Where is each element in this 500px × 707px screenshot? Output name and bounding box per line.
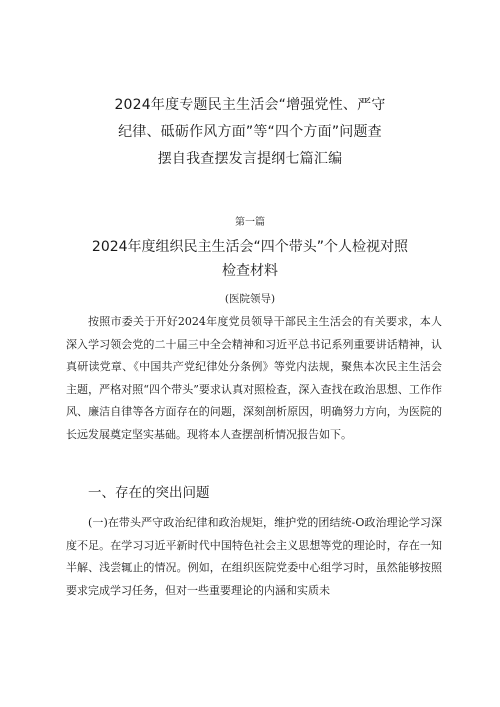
chapter-title-line-1: 2024年度组织民主生活会“四个带头”个人检视对照 [91,239,409,255]
body-paragraph: (一)在带头严守政治纪律和政治规矩，维护党的团结统-O政治理论学习深度不足。在学习习近平新时代中国特色社会主义思想等党的理论时，存在一知半解、浅尝辄止的情况。例如，在组织医院党委中心组学习时，虽然能够按照要求完成学习任务，但对一些重要理论的内涵和实质未 [66,516,442,597]
main-title-line-3: 摆自我查摆发言提纲七篇汇编 [157,151,343,167]
main-title-line-1: 2024年度专题民主生活会“增强党性、严守 [114,97,386,113]
main-title-line-2: 纪律、砥砺作风方面”等“四个方面”问题查 [118,124,382,140]
chapter-title [40,235,460,283]
section-heading: 一、存在的突出问题 [88,485,210,501]
author-role: (医院领导) [224,293,276,305]
chapter-label: 第一篇 [235,217,265,228]
chapter-title-line-2: 检查材料 [222,263,278,279]
document-main-title [40,92,460,173]
intro-paragraph: 按照市委关于开好2024年度党员领导干部民主生活会的有关要求，本人深入学习领会党的二十届三中全会精神和习近平总书记系列重要讲话精神，认真研读党章、《中国共产党纪律处分条例》等党内法规，聚焦本次民主生活会主题，严格对照“四个带头”要求认真对照检查，深入查找在政治思想、工作作风、廉洁自律等各方面存在的问题，深刻剖析原因，明确努力方向，为医院的长远发展奠定坚实基础。现将本人查摆剖析情况报告如下。 [66,315,442,441]
